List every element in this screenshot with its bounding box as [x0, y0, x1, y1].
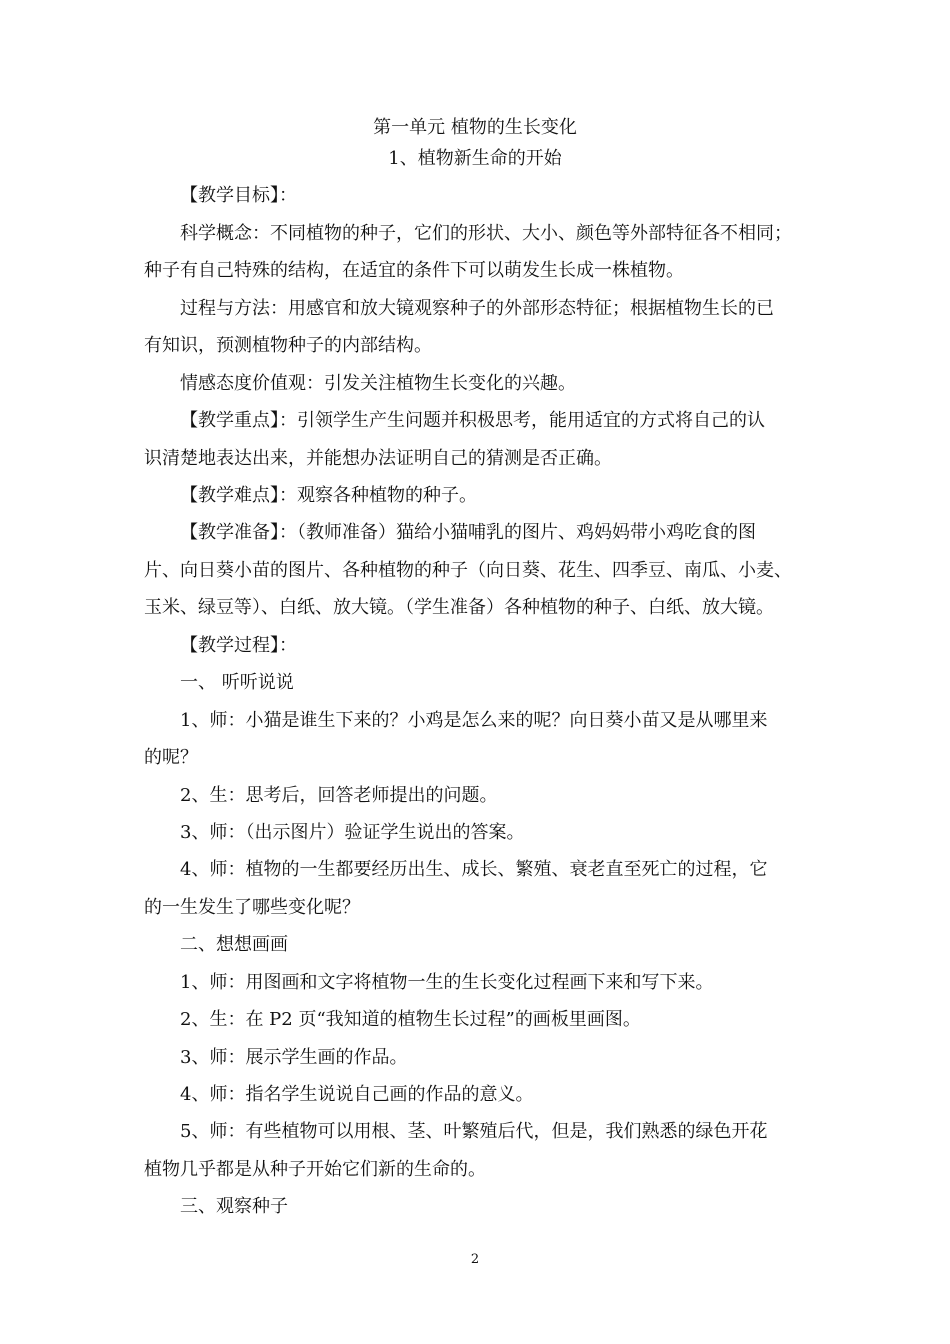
paragraph-line: 识清楚地表达出来，并能想办法证明自己的猜测是否正确。 — [144, 448, 612, 469]
paragraph-line: 的呢？ — [144, 747, 198, 768]
step-heading: 一、 听听说说 — [180, 672, 294, 693]
paragraph-line: 的一生发生了哪些变化呢？ — [144, 897, 360, 918]
section-heading-difficulties: 【教学难点】：观察各种植物的种子。 — [180, 485, 477, 506]
paragraph-line: 3、师：（出示图片）验证学生说出的答案。 — [180, 822, 525, 843]
paragraph-line: 科学概念：不同植物的种子，它们的形状、大小、颜色等外部特征各不相同； — [180, 223, 792, 244]
section-heading-process: 【教学过程】： — [180, 635, 297, 656]
paragraph-line: 4、师：植物的一生都要经历出生、成长、繁殖、衰老直至死亡的过程，它 — [180, 859, 768, 880]
lesson-title: 1、植物新生命的开始 — [388, 148, 562, 169]
paragraph-line: 1、师：用图画和文字将植物一生的生长变化过程画下来和写下来。 — [180, 972, 714, 993]
unit-title: 第一单元 植物的生长变化 — [373, 117, 577, 138]
paragraph-line: 过程与方法：用感官和放大镜观察种子的外部形态特征；根据植物生长的已 — [180, 298, 774, 319]
paragraph-line: 2、生：在 P2 页“我知道的植物生长过程”的画板里画图。 — [180, 1009, 641, 1030]
step-heading: 二、想想画画 — [180, 934, 288, 955]
paragraph-line: 玉米、绿豆等）、白纸、放大镜。（学生准备）各种植物的种子、白纸、放大镜。 — [144, 597, 774, 618]
paragraph-line: 情感态度价值观：引发关注植物生长变化的兴趣。 — [180, 373, 576, 394]
section-heading-preparation: 【教学准备】：（教师准备）猫给小猫哺乳的图片、鸡妈妈带小鸡吃食的图 — [180, 522, 756, 543]
paragraph-line: 种子有自己特殊的结构，在适宜的条件下可以萌发生长成一株植物。 — [144, 260, 684, 281]
page-number: 2 — [470, 1252, 480, 1267]
paragraph-line: 3、师：展示学生画的作品。 — [180, 1047, 408, 1068]
step-heading: 三、观察种子 — [180, 1196, 288, 1217]
paragraph-line: 植物几乎都是从种子开始它们新的生命的。 — [144, 1159, 486, 1180]
section-heading-objectives: 【教学目标】： — [180, 185, 297, 206]
paragraph-line: 2、生：思考后，回答老师提出的问题。 — [180, 785, 498, 806]
paragraph-line: 4、师：指名学生说说自己画的作品的意义。 — [180, 1084, 534, 1105]
section-heading-key-points: 【教学重点】：引领学生产生问题并积极思考，能用适宜的方式将自己的认 — [180, 410, 765, 431]
paragraph-line: 片、向日葵小苗的图片、各种植物的种子（向日葵、花生、四季豆、南瓜、小麦、 — [144, 560, 792, 581]
paragraph-line: 有知识，预测植物种子的内部结构。 — [144, 335, 432, 356]
paragraph-line: 5、师：有些植物可以用根、茎、叶繁殖后代，但是，我们熟悉的绿色开花 — [180, 1121, 768, 1142]
paragraph-line: 1、师：小猫是谁生下来的？小鸡是怎么来的呢？向日葵小苗又是从哪里来 — [180, 710, 768, 731]
